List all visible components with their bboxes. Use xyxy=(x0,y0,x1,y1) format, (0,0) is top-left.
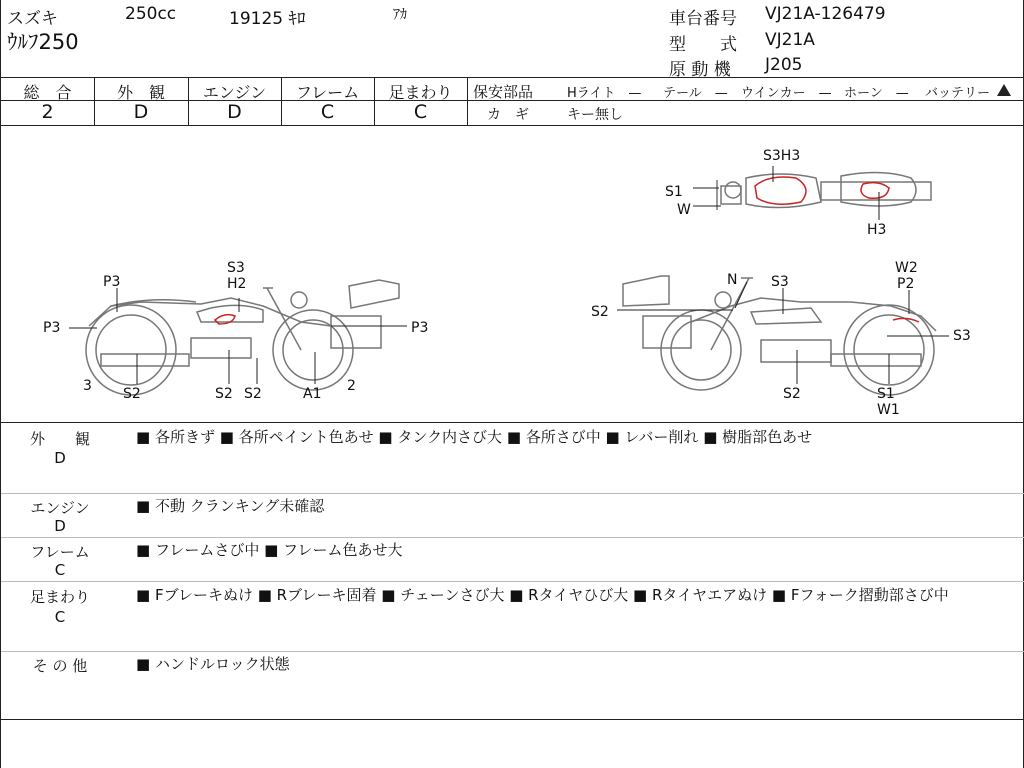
section-frame-grade: C xyxy=(54,561,66,579)
grade-suspension-label: 足まわり xyxy=(388,83,453,102)
diagram-label: S3 xyxy=(227,260,245,276)
section-engine-grade: D xyxy=(54,517,66,535)
safety-parts-label: 保安部品 xyxy=(473,83,534,101)
key-label: カ ギ xyxy=(487,107,529,123)
displacement: 250cc xyxy=(125,4,177,24)
grade-exterior-value: D xyxy=(133,101,149,123)
divider xyxy=(1,581,1024,582)
section-other-text: ■ ハンドルロック状態 xyxy=(136,655,290,673)
section-suspension-grade: C xyxy=(54,608,66,626)
diagram-label-group xyxy=(43,148,971,418)
safety-horn: ホーン — xyxy=(844,86,909,101)
grade-engine-value: D xyxy=(227,101,242,123)
bike-top-sketch xyxy=(717,172,931,210)
diagram-label: N xyxy=(727,272,738,288)
section-exterior-grade: D xyxy=(54,449,66,467)
section-engine-text: ■ 不動 クランキング未確認 xyxy=(136,497,325,515)
diagram-label: S2 xyxy=(244,386,262,402)
diagram-label: S1 xyxy=(877,386,895,402)
divider xyxy=(1,537,1024,538)
diagram-label: S3 xyxy=(771,274,789,290)
diagram-label: S3H3 xyxy=(763,148,801,164)
diagram-label: W1 xyxy=(877,402,900,418)
diagram-label: A1 xyxy=(303,386,322,402)
mileage: 19125 ｷﾛ xyxy=(229,9,306,29)
grade-overall-value: 2 xyxy=(41,101,54,123)
section-engine-title: エンジン xyxy=(30,499,90,517)
divider xyxy=(1,719,1024,720)
section-exterior-title: 外 観 xyxy=(29,430,90,448)
safety-taillight: テール — xyxy=(663,86,728,101)
key-value: キー無し xyxy=(567,107,623,123)
diagram-label: P3 xyxy=(411,320,429,336)
type-value: VJ21A xyxy=(765,30,815,50)
grade-exterior-label: 外 観 xyxy=(116,83,165,102)
color: ｱｶ xyxy=(393,7,407,23)
divider xyxy=(467,77,468,125)
diagram-label: S2 xyxy=(783,386,801,402)
type-label: 型 式 xyxy=(669,35,737,55)
maker-name: スズキ xyxy=(7,9,58,29)
diagram-label: H2 xyxy=(227,276,247,292)
grade-frame-label: フレーム xyxy=(295,83,360,102)
divider xyxy=(1,77,1024,78)
grade-engine-label: エンジン xyxy=(202,83,267,102)
section-frame-text: ■ フレームさび中 ■ フレーム色あせ大 xyxy=(136,541,403,559)
safety-winker: ウインカー — xyxy=(741,86,832,101)
divider xyxy=(1,493,1024,494)
diagram-label: S2 xyxy=(591,304,609,320)
divider xyxy=(1,422,1024,423)
model-name: ｳﾙﾌ250 xyxy=(7,30,79,54)
diagram-label: 2 xyxy=(347,378,356,394)
motorcycle-diagram xyxy=(1,126,1023,422)
diagram-label: S2 xyxy=(123,386,141,402)
diagram-label: 3 xyxy=(83,378,92,394)
leader-lines xyxy=(69,166,949,384)
diagram-label: H3 xyxy=(867,222,887,238)
section-frame-title: フレーム xyxy=(30,543,90,561)
safety-battery: バッテリー xyxy=(925,86,991,101)
grade-frame-value: C xyxy=(320,101,335,123)
engine-value: J205 xyxy=(765,55,803,75)
section-suspension-text: ■ Fブレーキぬけ ■ Rブレーキ固着 ■ チェーンさび大 ■ Rタイヤひび大 ■ Rタイヤエアぬけ ■ Fフォーク摺動部さび中 xyxy=(136,586,949,604)
diagram-label: W2 xyxy=(895,260,918,276)
engine-label: 原 動 機 xyxy=(669,60,731,80)
section-other-title: そ の 他 xyxy=(32,657,88,675)
divider xyxy=(1,651,1024,652)
grade-overall-label: 総 合 xyxy=(23,83,72,102)
diagram-label: W xyxy=(677,202,691,218)
diagram-label: S3 xyxy=(953,328,971,344)
diagram-label: S2 xyxy=(215,386,233,402)
diagram-label: P2 xyxy=(897,276,915,292)
section-suspension-title: 足まわり xyxy=(29,588,90,606)
frame-no-label: 車台番号 xyxy=(669,9,737,29)
grade-suspension-value: C xyxy=(413,101,428,123)
triangle-up-icon xyxy=(997,84,1011,96)
frame-no: VJ21A-126479 xyxy=(765,4,886,24)
diagram-label: P3 xyxy=(103,274,121,290)
section-exterior-text: ■ 各所きず ■ 各所ペイント色あせ ■ タンク内さび大 ■ 各所さび中 ■ レバー削れ ■ 樹脂部色あせ xyxy=(136,428,813,446)
safety-headlight: Hライト — xyxy=(567,86,642,101)
diagram-label: P3 xyxy=(43,320,61,336)
diagram-label: S1 xyxy=(665,184,683,200)
